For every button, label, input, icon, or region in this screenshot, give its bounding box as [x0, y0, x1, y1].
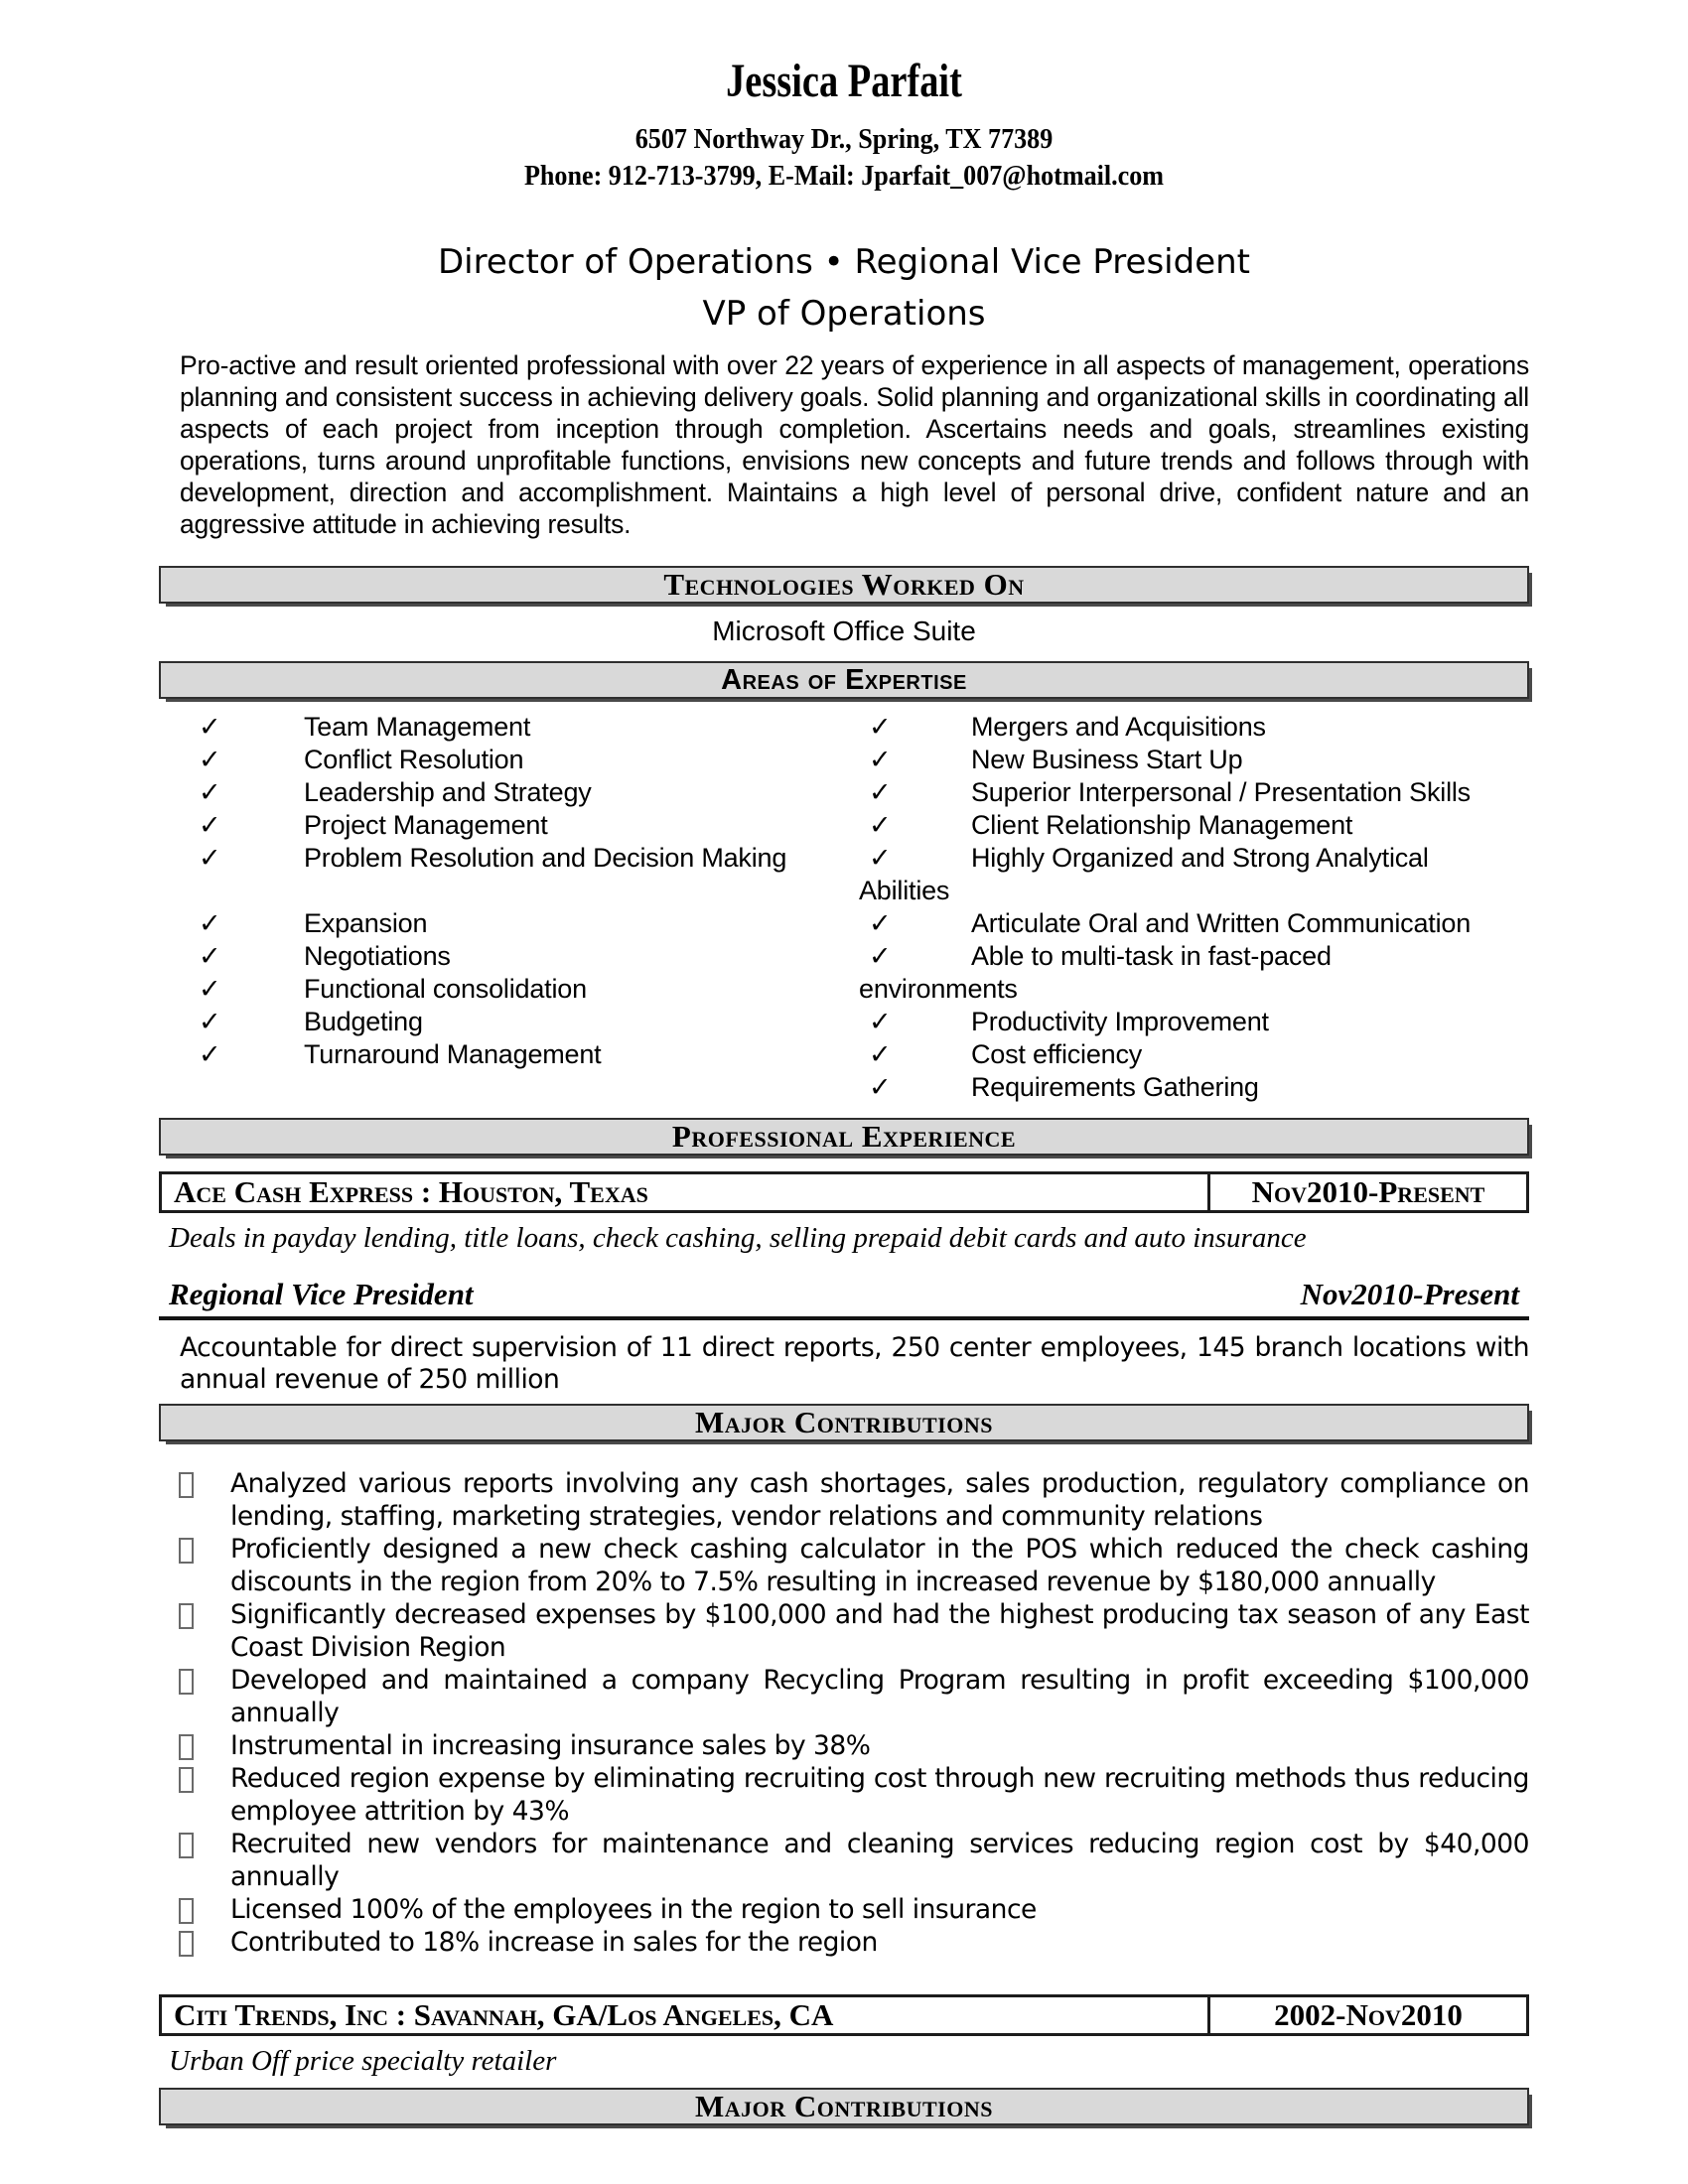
expertise-item-label: Superior Interpersonal / Presentation Skills: [971, 777, 1471, 807]
contribution-text: Developed and maintained a company Recycling Program resulting in profit exceeding $100,000 annually: [230, 1665, 1529, 1728]
contribution-item: [159, 1762, 1529, 1828]
employment-dates: Nov2010-Present: [1251, 1174, 1485, 1209]
contribution-text: Instrumental in increasing insurance sales by 38%: [230, 1730, 871, 1761]
phone-email-line: Phone: 912-713-3799, E-Mail: Jparfait_007@hotmail.com: [523, 160, 1165, 192]
contribution-text: Reduced region expense by eliminating recruiting cost through new recruiting methods thus reducing employee attrition by 43%: [230, 1763, 1529, 1827]
address-line: 6507 Northway Dr., Spring, TX 77389: [634, 123, 1054, 155]
expertise-item-label: Turnaround Management: [304, 1039, 602, 1069]
expertise-item-label: Requirements Gathering: [971, 1072, 1259, 1102]
check-icon: ✓: [869, 810, 892, 841]
check-icon: ✓: [199, 777, 221, 808]
expertise-row: [159, 940, 1529, 973]
check-icon: ✓: [869, 1007, 892, 1037]
contribution-text: Recruited new vendors for maintenance and cleaning services reducing region cost by $40,000 annually: [230, 1829, 1529, 1892]
expertise-row: [159, 973, 1529, 1006]
role-summary: Accountable for direct supervision of 11 direct reports, 250 center employees, 145 branch locations with annual revenue of 250 million: [180, 1332, 1529, 1395]
bullet-box-icon: [179, 1538, 194, 1564]
role-row: [159, 1277, 1529, 1320]
role-dates: Nov2010-Present: [1300, 1277, 1519, 1311]
contribution-item: [159, 1893, 1529, 1926]
bullet-box-icon: [179, 1931, 194, 1957]
section-title: Professional Experience: [671, 1119, 1017, 1154]
expertise-item-label: Conflict Resolution: [304, 745, 524, 774]
check-icon: ✓: [869, 843, 892, 874]
expertise-item-label: Cost efficiency: [971, 1039, 1143, 1069]
contribution-text: Analyzed various reports involving any cash shortages, sales production, regulatory compliance on lending, staffing, marketing strategies, vendor relations and community relations: [230, 1468, 1529, 1532]
expertise-row: [159, 907, 1529, 940]
professional-summary: Pro-active and result oriented professional with over 22 years of experience in all aspects of management, operations planning and consistent success in achieving delivery goals. Solid planning and organizational skills in coordinating all aspects of each project from inception through completion. Ascertains needs and goals, streamlines existing operations, turns around unprofitable functions, envisions new concepts and future trends and follows through with development, direction and accomplishment. Maintains a high level of personal drive, confident nature and an aggressive attitude in achieving results.: [180, 350, 1529, 539]
check-icon: ✓: [869, 941, 892, 972]
expertise-item-label: Team Management: [304, 712, 531, 742]
job-header-row: [159, 1994, 1529, 2036]
headline-primary: Director of Operations • Regional Vice President: [437, 242, 1250, 282]
bullet-box-icon: [179, 1898, 194, 1924]
company-description: Deals in payday lending, title loans, check cashing, selling prepaid debit cards and auto insurance: [169, 1222, 1307, 1254]
expertise-item-label: environments: [859, 974, 1018, 1004]
expertise-item-label: Mergers and Acquisitions: [971, 712, 1266, 742]
expertise-list: [159, 711, 1529, 1104]
check-icon: ✓: [199, 712, 221, 743]
bullet-box-icon: [179, 1472, 194, 1498]
check-icon: ✓: [869, 1072, 892, 1103]
check-icon: ✓: [869, 1039, 892, 1070]
expertise-item-label: Expansion: [304, 908, 428, 938]
company-name: Citi Trends, Inc : Savannah, GA/Los Angeles, CA: [162, 1997, 1210, 2033]
expertise-item-label: Negotiations: [304, 941, 451, 971]
contribution-text: Licensed 100% of the employees in the region to sell insurance: [230, 1894, 1037, 1925]
expertise-row: [159, 1071, 1529, 1104]
check-icon: ✓: [199, 745, 221, 775]
contributions-list: [159, 1467, 1529, 1959]
check-icon: ✓: [199, 1039, 221, 1070]
contribution-item: [159, 1729, 1529, 1762]
contribution-item: [159, 1533, 1529, 1598]
check-icon: ✓: [869, 712, 892, 743]
check-icon: ✓: [199, 941, 221, 972]
section-title: Major Contributions: [695, 2089, 993, 2123]
contact-block: [159, 121, 1529, 195]
expertise-item-label: Budgeting: [304, 1007, 423, 1036]
check-icon: ✓: [199, 1007, 221, 1037]
expertise-item-label: Productivity Improvement: [971, 1007, 1269, 1036]
expertise-item-label: Highly Organized and Strong Analytical: [971, 843, 1429, 873]
contribution-item: [159, 1926, 1529, 1959]
check-icon: ✓: [869, 745, 892, 775]
role-title: Regional Vice President: [169, 1277, 474, 1311]
company-name: Ace Cash Express : Houston, Texas: [162, 1174, 1210, 1210]
expertise-row: [159, 809, 1529, 842]
expertise-item-label: Leadership and Strategy: [304, 777, 592, 807]
bullet-box-icon: [179, 1767, 194, 1793]
expertise-item-label: Able to multi-task in fast-paced: [971, 941, 1332, 971]
company-description: Urban Off price specialty retailer: [169, 2045, 557, 2077]
expertise-row: [159, 875, 1529, 907]
section-title: Technologies Worked On: [663, 567, 1025, 602]
contribution-item: [159, 1664, 1529, 1729]
expertise-row: [159, 1038, 1529, 1071]
section-header-contributions: [159, 1404, 1529, 1441]
contribution-text: Proficiently designed a new check cashing calculator in the POS which reduced the check cashing discounts in the region from 20% to 7.5% resulting in increased revenue by $180,000 annually: [230, 1534, 1529, 1597]
expertise-item-label: Project Management: [304, 810, 548, 840]
expertise-item-label: Client Relationship Management: [971, 810, 1353, 840]
check-icon: ✓: [199, 810, 221, 841]
job-header-row: [159, 1171, 1529, 1213]
expertise-row: [159, 842, 1529, 875]
check-icon: ✓: [199, 843, 221, 874]
expertise-item-label: Functional consolidation: [304, 974, 587, 1004]
check-icon: ✓: [869, 777, 892, 808]
bullet-box-icon: [179, 1669, 194, 1695]
expertise-row: [159, 1006, 1529, 1038]
check-icon: ✓: [199, 908, 221, 939]
technologies-content: Microsoft Office Suite: [712, 615, 976, 646]
section-header-experience: [159, 1118, 1529, 1156]
bullet-box-icon: [179, 1603, 194, 1629]
headline-block: [159, 242, 1529, 334]
bullet-box-icon: [179, 1833, 194, 1858]
contribution-item: [159, 1598, 1529, 1664]
check-icon: ✓: [199, 974, 221, 1005]
expertise-item-label: Abilities: [859, 876, 950, 905]
expertise-item-label: New Business Start Up: [971, 745, 1243, 774]
expertise-item-label: Problem Resolution and Decision Making: [304, 843, 787, 873]
expertise-row: [159, 776, 1529, 809]
section-title: Areas of Expertise: [721, 663, 967, 696]
contribution-item: [159, 1828, 1529, 1893]
person-name: Jessica Parfait: [726, 55, 962, 107]
section-header-technologies: [159, 566, 1529, 604]
expertise-row: [159, 744, 1529, 776]
contribution-text: Significantly decreased expenses by $100,000 and had the highest producing tax season of any East Coast Division Region: [230, 1599, 1529, 1663]
section-title: Major Contributions: [695, 1405, 993, 1439]
employment-dates: 2002-Nov2010: [1274, 1997, 1463, 2032]
expertise-row: [159, 711, 1529, 744]
section-header-contributions: [159, 2088, 1529, 2125]
check-icon: ✓: [869, 908, 892, 939]
contribution-text: Contributed to 18% increase in sales for the region: [230, 1927, 878, 1958]
bullet-box-icon: [179, 1734, 194, 1760]
section-header-expertise: [159, 661, 1529, 699]
expertise-item-label: Articulate Oral and Written Communication: [971, 908, 1472, 938]
headline-secondary: VP of Operations: [702, 294, 986, 334]
contribution-item: [159, 1467, 1529, 1533]
